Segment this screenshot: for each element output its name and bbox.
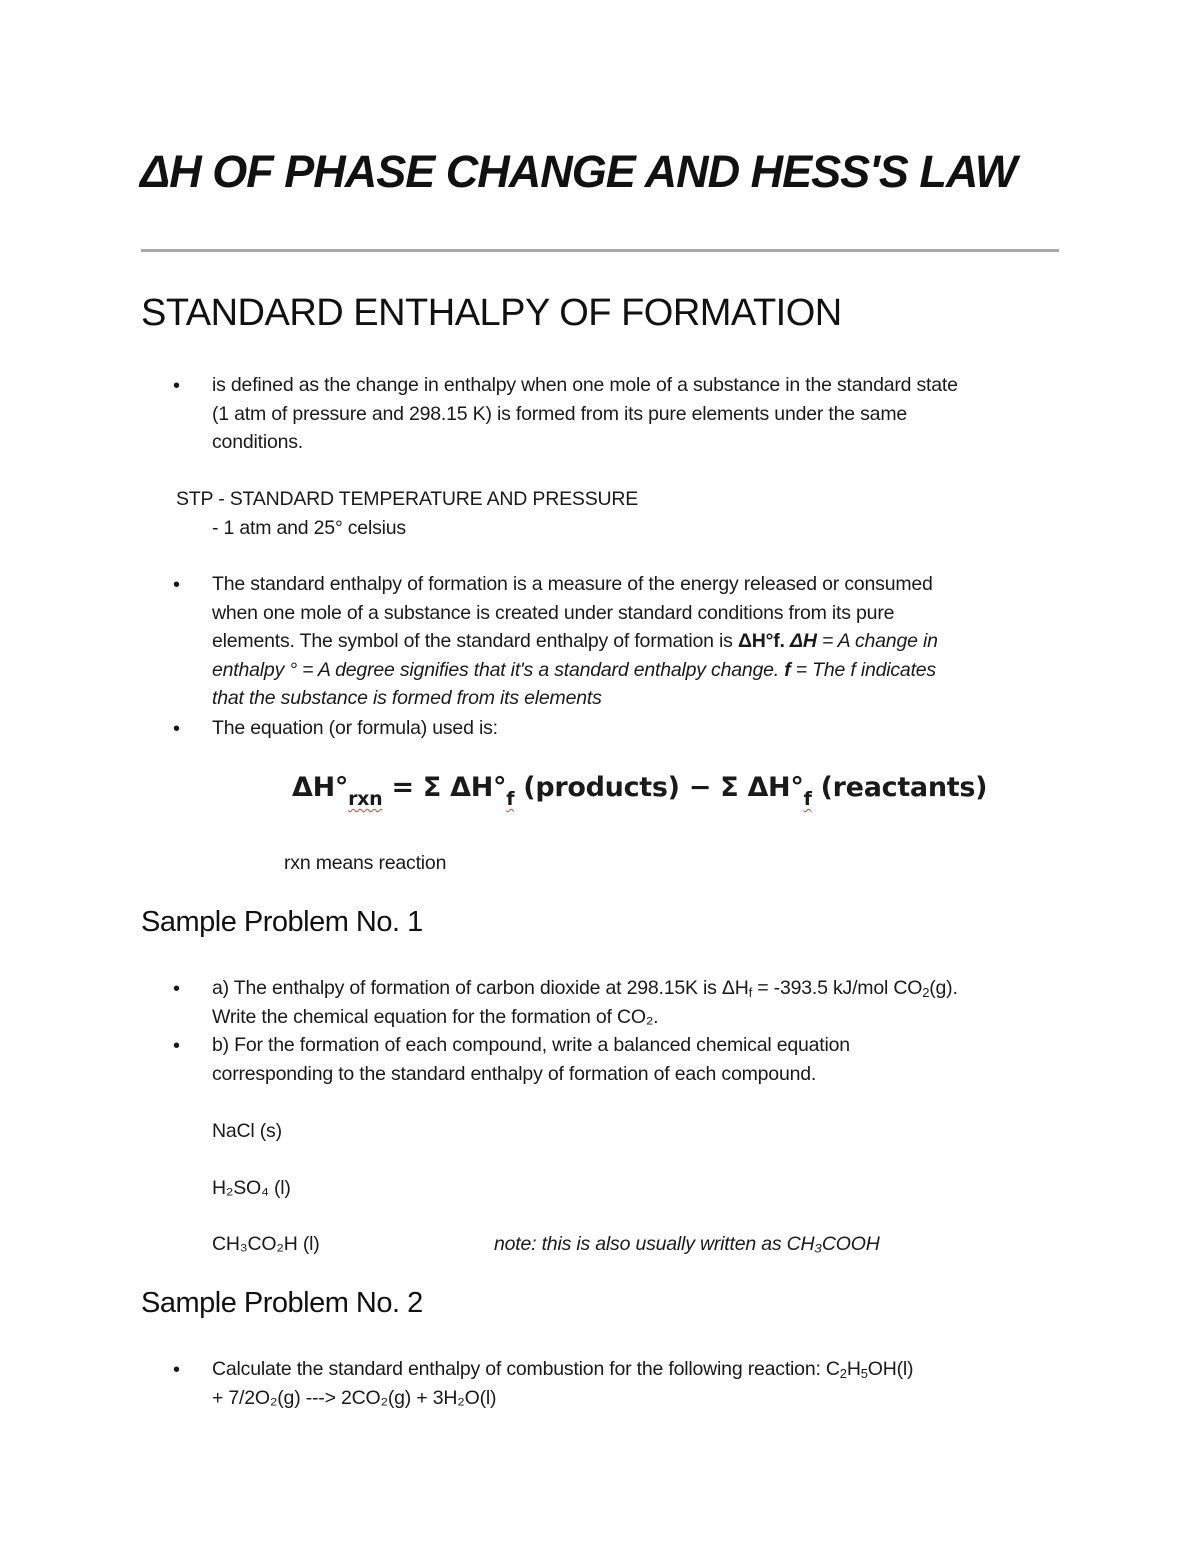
- f-definition: = The f indicates: [790, 658, 936, 681]
- text-span: a) The enthalpy of formation of carbon dioxide at 298.15K is ΔH: [212, 977, 749, 999]
- text-line: is defined as the change in enthalpy when one mole of a substance in the standard state: [212, 374, 958, 396]
- compound-ch3co2h: CH₃CO₂H (l): [212, 1233, 320, 1255]
- problem-1a: [212, 974, 1062, 1031]
- enthalpy-formula: [292, 772, 988, 810]
- title-divider: [141, 249, 1059, 252]
- text-line: [212, 974, 1062, 1003]
- compound-nacl: NaCl (s): [212, 1120, 282, 1142]
- text-line: [212, 627, 1062, 656]
- formula-products: (products) − Σ ΔH°: [514, 772, 804, 803]
- text-line: The standard enthalpy of formation is a measure of the energy released or consumed: [212, 573, 933, 595]
- problem-1b: [212, 1031, 1062, 1088]
- formula-sub-rxn: rxn: [348, 788, 383, 810]
- sample-problem-2-heading: Sample Problem No. 2: [141, 1287, 423, 1319]
- delta-h-term: ΔH: [789, 630, 817, 653]
- section-heading-standard-enthalpy: STANDARD ENTHALPY OF FORMATION: [141, 292, 842, 334]
- document-title: ΔH OF PHASE CHANGE AND HESS'S LAW: [140, 146, 1017, 197]
- text-line: (1 atm of pressure and 298.15 K) is formed from its pure elements under the same: [212, 402, 908, 425]
- text-line: corresponding to the standard enthalpy of formation of each compound.: [212, 1062, 817, 1085]
- stp-label: STP - STANDARD TEMPERATURE AND PRESSURE: [176, 488, 639, 510]
- bullet-dot: •: [173, 1035, 181, 1057]
- text-line: when one mole of a substance is created under standard conditions from its pure: [212, 601, 895, 624]
- subscript: 2: [839, 1366, 847, 1381]
- formula-sub-f: f: [506, 788, 515, 810]
- delta-h-definition: = A change in: [816, 630, 938, 653]
- text-line: conditions.: [212, 431, 304, 454]
- compound-h2so4: H₂SO₄ (l): [212, 1177, 291, 1199]
- compound-note: note: this is also usually written as CH₃COOH: [494, 1233, 880, 1255]
- text-line: that the substance is formed from its elements: [212, 687, 602, 710]
- bullet-dot: •: [173, 978, 181, 1000]
- text-span: (g).: [929, 977, 958, 999]
- subscript: 2: [922, 985, 930, 1000]
- text-line: Write the chemical equation for the formation of CO₂.: [212, 1005, 659, 1028]
- text-line: [212, 656, 1062, 685]
- equation-intro: The equation (or formula) used is:: [212, 717, 498, 739]
- rxn-note: rxn means reaction: [284, 852, 447, 874]
- enthalpy-symbol: ΔH°f.: [737, 630, 785, 653]
- text-span: elements. The symbol of the standard enthalpy of formation is: [212, 630, 738, 653]
- text-line: + 7/2O₂(g) ---> 2CO₂(g) + 3H₂O(l): [212, 1386, 497, 1409]
- text-line: b) For the formation of each compound, write a balanced chemical equation: [212, 1034, 850, 1056]
- text-span: Calculate the standard enthalpy of combustion for the following reaction: C: [212, 1358, 840, 1380]
- bullet-dot: •: [173, 574, 181, 596]
- formula-reactants: (reactants): [811, 772, 988, 803]
- subscript: 5: [860, 1366, 868, 1381]
- enthalpy-description-paragraph: [212, 570, 1062, 713]
- bullet-dot: •: [173, 718, 181, 740]
- bullet-dot: •: [173, 1359, 181, 1381]
- definition-paragraph: [212, 371, 1062, 457]
- f-term: f: [784, 658, 791, 681]
- text-span: = -393.5 kJ/mol CO: [752, 977, 923, 999]
- text-span: OH(l): [867, 1358, 914, 1380]
- stp-value: - 1 atm and 25° celsius: [212, 517, 406, 539]
- problem-2-text: [212, 1355, 1062, 1412]
- formula-sub-f: f: [803, 788, 812, 810]
- sample-problem-1-heading: Sample Problem No. 1: [141, 906, 423, 938]
- bullet-dot: •: [173, 375, 181, 397]
- subscript: f: [748, 985, 753, 1000]
- text-span: H: [846, 1358, 861, 1380]
- formula-lhs: ΔH°: [292, 772, 349, 803]
- text-line: [212, 1355, 1062, 1384]
- degree-definition: enthalpy ° = A degree signifies that it's a standard enthalpy change.: [212, 658, 785, 681]
- formula-eq: = Σ ΔH°: [382, 772, 507, 803]
